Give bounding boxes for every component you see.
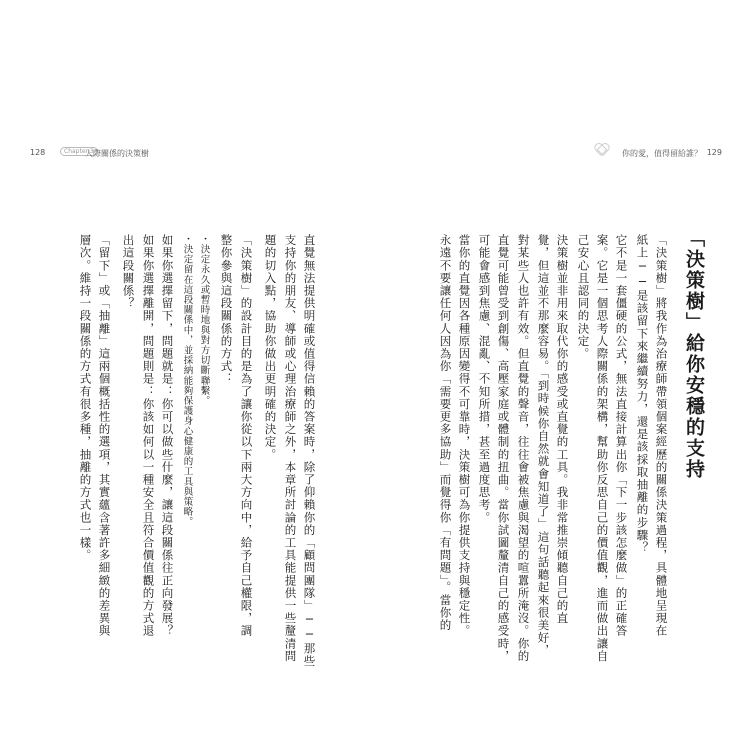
left-running-title: 人際關係的決策樹 xyxy=(85,149,149,158)
section-heading: 「決策樹」給你安穩的支持 xyxy=(683,228,705,480)
left-text-line: 「決策樹」的設計目的是為了讓你從以下兩大方向中，給予自己權限，調 xyxy=(239,234,254,638)
right-text-line: 案。它是一個思考人際關係的架構，幫助你反思自己的價值觀，進而做出讓自 xyxy=(595,234,610,663)
right-text-line: 「決策樹」將我作為治療師帶領個案經歷的關係決策過程，具體地呈現在 xyxy=(654,234,669,638)
left-text-line: 「留下」或「抽離」這兩個概括性的選項，其實蘊含著許多細緻的差異與 xyxy=(97,234,112,638)
left-text-line: 整你參與這段關係的方式： xyxy=(219,234,234,386)
bullet-item: ・決定永久或暫時地與對方切斷聯繫。 xyxy=(198,234,210,406)
right-text-line: 己安心且認同的決定。 xyxy=(576,234,591,360)
left-text-line: 如果你選擇離開，問題則是：你該如何以一種安全且符合價值觀的方式退 xyxy=(141,234,156,638)
left-text-line: 出這段關係？ xyxy=(121,234,136,310)
right-text-line: 對某些人也許有效。但直覺的聲音，往往會被焦慮與渴望的喧囂所淹沒。你的 xyxy=(516,234,531,663)
right-text-line: 紙上──是該留下來繼續努力，還是該採取抽離的步驟？ xyxy=(635,234,650,554)
right-text-line: 當你的直覺因各種原因變得不可靠時，決策樹可為你提供支持與穩定性。 xyxy=(457,234,472,638)
right-text-line: 永遠不要讓任何人因為你「需要更多協助」而覺得你「有問題」。當你的 xyxy=(438,234,453,632)
bullet-item: ・決定留在這段關係中，並採納能夠保護身心健康的工具與策略。 xyxy=(181,234,193,527)
left-text-line: 題的切入點，協助你做出更明確的決定。 xyxy=(263,234,278,461)
right-text-line: 它不是一套僵硬的公式，無法直接計算出你「下一步該怎麼做」的正確答 xyxy=(614,234,629,638)
left-text-line: 直覺無法提供明確或值得信賴的答案時，除了仰賴你的「顧問團隊」──那些 xyxy=(302,234,317,668)
left-page-number: 128 xyxy=(30,148,46,157)
heart-icon xyxy=(594,144,608,154)
left-text-line: 如果你選擇留下，問題就是：你可以做些什麼，讓這段關係往正向發展？ xyxy=(160,234,175,638)
left-text-line: 層次。維持一段關係的方式有很多種，抽離的方式也一樣。 xyxy=(78,234,93,562)
right-text-line: 直覺可能曾受到創傷、高壓家庭或體制的扭曲。當你試圖釐清自己的感受時， xyxy=(496,234,511,663)
right-page-number: 129 xyxy=(706,148,722,157)
right-running-title: 你的愛，值得留給誰？ xyxy=(622,149,702,158)
chapter-tag: Chapter 3 xyxy=(60,147,98,156)
right-text-line: 覺，但這並不那麼容易。「到時候你自然就會知道了」這句話聽起來很美好， xyxy=(536,234,551,657)
right-text-line: 決策樹並非用來取代你的感受或直覺的工具。我非常推崇傾聽自己的直 xyxy=(555,234,570,625)
left-text-line: 支持你的朋友、導師或心理治療師之外，本章所討論的工具能提供一些釐清問 xyxy=(283,234,298,663)
right-text-line: 可能會感到焦慮、混亂、不知所措，甚至過度思考。 xyxy=(477,234,492,524)
